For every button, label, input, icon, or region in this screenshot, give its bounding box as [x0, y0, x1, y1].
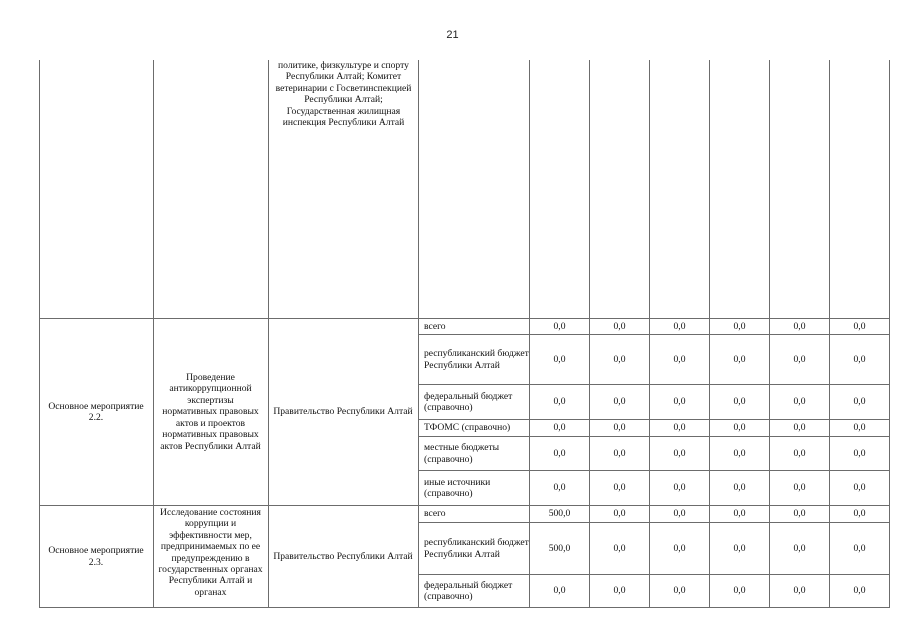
activity-code-cell	[46, 319, 146, 505]
funding-value-cell	[650, 506, 709, 522]
funding-value: 0,0	[793, 396, 806, 408]
funding-value: 0,0	[553, 447, 566, 459]
activity-code: Основное мероприятие 2.2.	[48, 400, 144, 423]
funding-source-cell	[419, 523, 529, 574]
funding-value-cell	[530, 319, 589, 334]
funding-value: 0,0	[853, 353, 866, 365]
funding-value: 0,0	[553, 353, 566, 365]
funding-value-cell	[590, 575, 649, 607]
funding-value-cell	[770, 575, 829, 607]
funding-value: 0,0	[793, 585, 806, 597]
funding-value: 0,0	[733, 320, 746, 332]
funding-value-cell	[710, 471, 769, 505]
funding-source-label: ТФОМС (справочно)	[424, 422, 511, 434]
funding-value: 0,0	[613, 353, 626, 365]
funding-value-cell	[710, 506, 769, 522]
funding-value-cell	[770, 385, 829, 419]
funding-value: 0,0	[613, 320, 626, 332]
funding-value-cell	[590, 420, 649, 436]
activity-name: Проведение антикоррупционной экспертизы нормативных правовых актов и проектов нормативных правовых актов Республики Алтай	[160, 372, 261, 452]
funding-value-cell	[590, 319, 649, 334]
funding-value: 0,0	[673, 482, 686, 494]
funding-value: 0,0	[733, 482, 746, 494]
funding-value: 0,0	[553, 320, 566, 332]
funding-value-cell	[770, 523, 829, 574]
funding-value-cell	[830, 437, 889, 470]
funding-value-cell	[770, 437, 829, 470]
funding-source-label: федеральный бюджет (справочно)	[424, 390, 513, 413]
funding-value-cell	[650, 575, 709, 607]
funding-source-label: иные источники (справочно)	[424, 476, 491, 499]
funding-value-cell	[650, 471, 709, 505]
table-border	[153, 60, 154, 608]
funding-value: 0,0	[673, 585, 686, 597]
funding-value-cell	[830, 385, 889, 419]
funding-value-cell	[650, 437, 709, 470]
funding-value-cell	[770, 420, 829, 436]
continued-executor-cell	[270, 60, 417, 160]
funding-value-cell	[590, 385, 649, 419]
table-border	[39, 607, 890, 608]
funding-value: 0,0	[793, 482, 806, 494]
funding-source-cell	[419, 575, 529, 607]
funding-value-cell	[710, 437, 769, 470]
funding-value: 0,0	[613, 422, 626, 434]
funding-value-cell	[830, 506, 889, 522]
funding-value: 0,0	[553, 396, 566, 408]
funding-value: 0,0	[733, 585, 746, 597]
funding-value: 0,0	[673, 422, 686, 434]
funding-value: 500,0	[548, 508, 571, 520]
funding-value: 0,0	[853, 320, 866, 332]
funding-value: 0,0	[613, 482, 626, 494]
funding-source-cell	[419, 506, 529, 522]
funding-value: 0,0	[673, 508, 686, 520]
funding-value: 0,0	[793, 508, 806, 520]
funding-value-cell	[650, 335, 709, 384]
activity-code: Основное мероприятие 2.3.	[48, 545, 144, 568]
funding-value-cell	[710, 319, 769, 334]
funding-value-cell	[830, 575, 889, 607]
funding-value: 0,0	[853, 447, 866, 459]
funding-value-cell	[710, 385, 769, 419]
funding-value: 0,0	[733, 542, 746, 554]
table-border	[39, 60, 40, 608]
funding-value: 0,0	[613, 508, 626, 520]
funding-value-cell	[650, 420, 709, 436]
funding-source-label: республиканский бюджет Республики Алтай	[424, 348, 529, 371]
funding-value: 0,0	[853, 396, 866, 408]
funding-value: 0,0	[733, 353, 746, 365]
funding-value-cell	[530, 506, 589, 522]
funding-value-cell	[530, 471, 589, 505]
activity-executor-cell	[272, 319, 414, 505]
funding-value: 0,0	[733, 396, 746, 408]
funding-value-cell	[830, 335, 889, 384]
funding-source-cell	[419, 335, 529, 384]
table-border	[268, 60, 269, 608]
funding-value: 0,0	[793, 353, 806, 365]
funding-value-cell	[530, 523, 589, 574]
funding-value-cell	[590, 523, 649, 574]
funding-source-cell	[419, 385, 529, 419]
funding-source-cell	[419, 437, 529, 470]
funding-value-cell	[770, 506, 829, 522]
funding-value-cell	[650, 523, 709, 574]
funding-value: 500,0	[548, 542, 571, 554]
funding-source-cell	[419, 319, 529, 334]
funding-value-cell	[770, 319, 829, 334]
funding-source-label: республиканский бюджет Республики Алтай	[424, 537, 529, 560]
funding-value: 0,0	[673, 320, 686, 332]
funding-value: 0,0	[673, 353, 686, 365]
funding-value-cell	[710, 575, 769, 607]
funding-value-cell	[650, 319, 709, 334]
funding-value-cell	[710, 420, 769, 436]
funding-value: 0,0	[853, 508, 866, 520]
funding-source-label: всего	[424, 508, 446, 520]
funding-value: 0,0	[673, 447, 686, 459]
continued-executor-text: политике, физкультуре и спорту Республики Алтай; Комитет ветеринарии с Госветинспекцией Республики Алтай; Государственная жилищная инспекция Республики Алтай	[275, 60, 412, 129]
funding-value: 0,0	[553, 482, 566, 494]
funding-source-cell	[419, 471, 529, 505]
funding-value-cell	[530, 575, 589, 607]
funding-value: 0,0	[793, 447, 806, 459]
activity-executor: Правительство Республики Алтай	[273, 406, 413, 418]
funding-value: 0,0	[613, 585, 626, 597]
funding-value-cell	[590, 506, 649, 522]
funding-value: 0,0	[733, 422, 746, 434]
funding-value: 0,0	[793, 422, 806, 434]
funding-value-cell	[530, 335, 589, 384]
funding-value: 0,0	[853, 422, 866, 434]
funding-value-cell	[590, 437, 649, 470]
funding-value: 0,0	[793, 320, 806, 332]
page-number: 21	[446, 29, 459, 41]
funding-value-cell	[830, 319, 889, 334]
funding-value-cell	[710, 523, 769, 574]
funding-value: 0,0	[553, 422, 566, 434]
funding-value: 0,0	[613, 542, 626, 554]
funding-source-label: местные бюджеты (справочно)	[424, 442, 500, 465]
activity-name: Исследование состояния коррупции и эффективности мер, предпринимаемых по ее предупреждению в государственных органах Республики Алтай и органах	[158, 507, 263, 598]
funding-source-label: федеральный бюджет (справочно)	[424, 579, 513, 602]
activity-executor: Правительство Республики Алтай	[273, 550, 413, 562]
funding-value-cell	[530, 420, 589, 436]
funding-value-cell	[590, 471, 649, 505]
funding-source-label: всего	[424, 320, 446, 332]
funding-value-cell	[650, 385, 709, 419]
funding-value: 0,0	[853, 585, 866, 597]
activity-name-cell	[156, 507, 265, 607]
funding-value: 0,0	[613, 447, 626, 459]
funding-value: 0,0	[613, 396, 626, 408]
activity-name-cell	[160, 319, 261, 505]
funding-value-cell	[530, 437, 589, 470]
funding-value-cell	[830, 471, 889, 505]
funding-value: 0,0	[673, 542, 686, 554]
funding-value-cell	[530, 385, 589, 419]
funding-value: 0,0	[673, 396, 686, 408]
funding-value: 0,0	[853, 482, 866, 494]
activity-code-cell	[46, 506, 146, 607]
funding-value: 0,0	[553, 585, 566, 597]
funding-value-cell	[770, 471, 829, 505]
funding-value-cell	[830, 523, 889, 574]
funding-value-cell	[710, 335, 769, 384]
funding-source-cell	[419, 420, 529, 436]
funding-value: 0,0	[733, 508, 746, 520]
funding-value: 0,0	[793, 542, 806, 554]
activity-executor-cell	[272, 506, 414, 607]
funding-value-cell	[770, 335, 829, 384]
funding-value-cell	[590, 335, 649, 384]
funding-value: 0,0	[733, 447, 746, 459]
funding-value-cell	[830, 420, 889, 436]
funding-value: 0,0	[853, 542, 866, 554]
